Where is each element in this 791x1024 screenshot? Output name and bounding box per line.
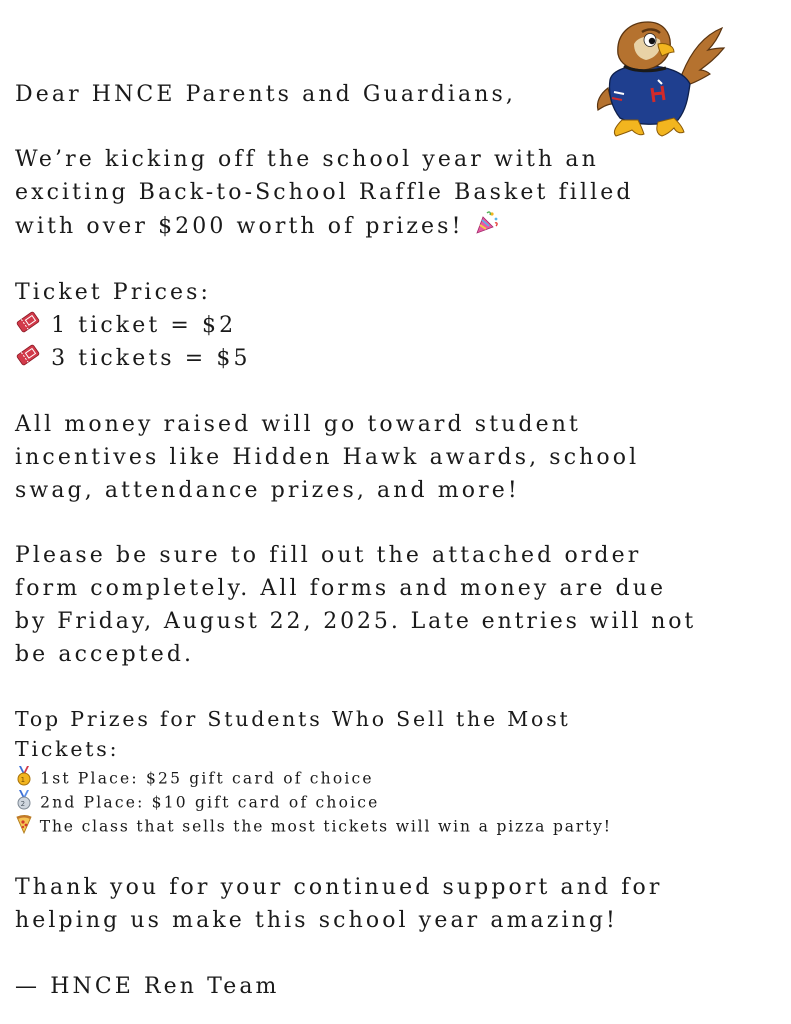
ticket-prices-heading: Ticket Prices: (15, 280, 212, 305)
greeting: Dear HNCE Parents and Guardians, (15, 82, 516, 107)
proceeds-line: All money raised will go toward student (15, 412, 581, 437)
party-popper-icon (474, 209, 500, 245)
instructions-line: by Friday, August 22, 2025. Late entries will not (15, 609, 697, 634)
gold-medal-icon (15, 766, 33, 793)
pizza-icon (15, 814, 33, 841)
prize-text: 2nd Place: $10 gift card of choice (40, 793, 380, 812)
ticket-price-text: 3 tickets = $5 (51, 346, 251, 371)
ticket-price-item (15, 342, 251, 376)
svg-text:2: 2 (20, 800, 28, 808)
proceeds-line: swag, attendance prizes, and more! (15, 478, 520, 503)
prize-text: 1st Place: $25 gift card of choice (40, 769, 374, 788)
silver-medal-icon (15, 790, 33, 817)
intro-line: We’re kicking off the school year with an (15, 147, 599, 172)
svg-text:1: 1 (20, 776, 28, 784)
instructions-line: form completely. All forms and money are due (15, 576, 667, 601)
intro-line-3 (15, 209, 500, 245)
intro-line-text: with over $200 worth of prizes! (15, 214, 464, 239)
ticket-icon (15, 343, 41, 376)
top-prizes-heading: Top Prizes for Students Who Sell the Most (15, 707, 571, 731)
ticket-price-item (15, 309, 236, 343)
prize-text: The class that sells the most tickets will win a pizza party! (39, 817, 612, 836)
intro-line: exciting Back-to-School Raffle Basket filled (15, 180, 634, 205)
hawk-mascot-icon (590, 14, 730, 142)
prize-item (15, 814, 612, 841)
proceeds-line: incentives like Hidden Hawk awards, school (15, 445, 640, 470)
prize-item (15, 790, 380, 817)
ticket-icon (15, 310, 41, 343)
closing-line: helping us make this school year amazing! (15, 908, 618, 933)
prize-item (15, 766, 374, 793)
top-prizes-heading: Tickets: (15, 737, 120, 761)
instructions-line: be accepted. (15, 642, 195, 667)
ticket-price-text: 1 ticket = $2 (51, 313, 237, 338)
signature: — HNCE Ren Team (15, 974, 280, 999)
closing-line: Thank you for your continued support and for (15, 875, 663, 900)
instructions-line: Please be sure to fill out the attached order (15, 543, 642, 568)
